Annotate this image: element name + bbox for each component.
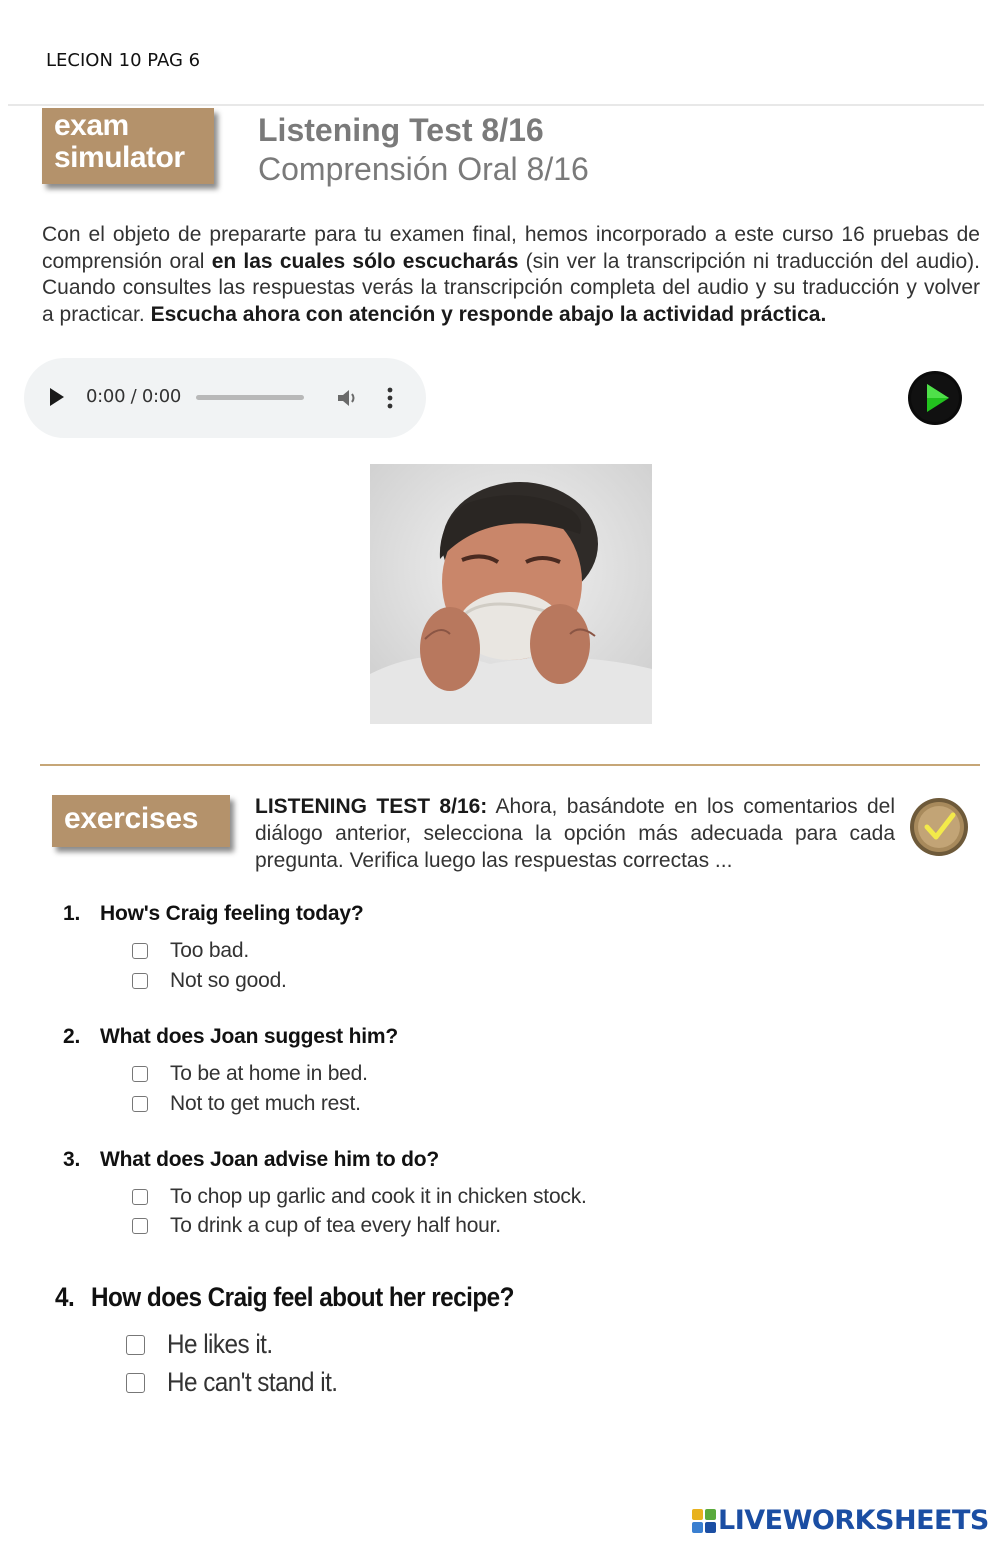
option-3b[interactable]	[132, 1214, 501, 1238]
listening-test-subtitle: Comprensión Oral 8/16	[258, 151, 589, 187]
listening-test-title: Listening Test 8/16	[258, 112, 544, 148]
question-number: 4.	[55, 1282, 75, 1312]
checkbox[interactable]	[126, 1373, 145, 1393]
audio-player	[24, 358, 426, 438]
page-header: LECION 10 PAG 6	[46, 50, 201, 71]
play-icon[interactable]	[50, 388, 64, 406]
liveworksheets-logo-icon	[692, 1509, 716, 1533]
question-text: How does Craig feel about her recipe?	[91, 1282, 514, 1312]
exercises-heading: LISTENING TEST 8/16:	[255, 795, 488, 818]
audio-time: 0:00 / 0:00	[86, 386, 182, 407]
option-2b[interactable]	[132, 1092, 361, 1116]
exercises-badge: exercises	[52, 795, 230, 847]
option-4a[interactable]	[126, 1329, 284, 1360]
option-4b[interactable]	[126, 1367, 356, 1398]
checkbox[interactable]	[132, 1096, 148, 1112]
checkbox[interactable]	[132, 1189, 148, 1205]
option-label: Too bad.	[170, 939, 249, 962]
badge-line-2: simulator	[54, 141, 185, 174]
section-divider	[40, 764, 980, 766]
checkbox[interactable]	[132, 1218, 148, 1234]
question-number: 1.	[63, 902, 81, 925]
intro-bold-1: en las cuales sólo escucharás	[211, 249, 519, 273]
option-1a[interactable]	[132, 939, 249, 963]
intro-text-1: Con el objeto de prepararte para tu examen final, hemos incorporado a este curso 16 pruebas de comprensión oral	[42, 223, 980, 273]
exercises-text: Ahora, basándote en los comentarios del diálogo anterior, selecciona la opción más adecuada para cada pregunta. Verifica luego las respuestas correctas ...	[255, 795, 895, 872]
question-text: What does Joan suggest him?	[100, 1025, 398, 1048]
option-label: To be at home in bed.	[170, 1062, 368, 1085]
question-4	[55, 1282, 514, 1313]
question-number: 2.	[63, 1025, 81, 1048]
check-icon[interactable]	[908, 796, 970, 858]
option-2a[interactable]	[132, 1062, 368, 1086]
badge-line-1: exam	[54, 109, 129, 142]
intro-paragraph	[42, 222, 980, 328]
checkbox[interactable]	[132, 1066, 148, 1082]
volume-icon[interactable]	[334, 385, 360, 411]
intro-bold-2: Escucha ahora con atención y responde abajo la actividad práctica.	[150, 302, 827, 326]
top-divider	[8, 104, 984, 106]
question-text: How's Craig feeling today?	[100, 902, 364, 925]
checkbox[interactable]	[132, 973, 148, 989]
option-label: Not so good.	[170, 969, 287, 992]
more-options-icon[interactable]	[384, 385, 396, 411]
option-label: To drink a cup of tea every half hour.	[170, 1214, 501, 1237]
checkbox[interactable]	[132, 943, 148, 959]
exam-simulator-badge	[42, 108, 214, 184]
question-number: 3.	[63, 1148, 81, 1171]
logo-text: LIVEWORKSHEETS	[718, 1505, 989, 1536]
audio-progress-slider[interactable]	[196, 395, 304, 400]
sick-man-photo	[370, 464, 652, 724]
option-label: Not to get much rest.	[170, 1092, 361, 1115]
option-label: He likes it.	[167, 1329, 273, 1359]
question-1	[63, 902, 364, 926]
option-label: He can't stand it.	[167, 1367, 338, 1397]
question-2	[63, 1025, 398, 1049]
green-play-icon[interactable]	[907, 370, 963, 426]
question-3	[63, 1148, 439, 1172]
liveworksheets-logo[interactable]	[692, 1505, 989, 1536]
intro-text-2: (sin ver la transcripción ni traducción del audio). Cuando consultes las respuestas verás la transcripción completa del audio y su traducción y volver a practicar.	[42, 249, 980, 326]
option-3a[interactable]	[132, 1185, 587, 1209]
question-text: What does Joan advise him to do?	[100, 1148, 439, 1171]
exercises-instructions	[255, 793, 895, 874]
option-label: To chop up garlic and cook it in chicken stock.	[170, 1185, 587, 1208]
option-1b[interactable]	[132, 969, 287, 993]
checkbox[interactable]	[126, 1335, 145, 1355]
